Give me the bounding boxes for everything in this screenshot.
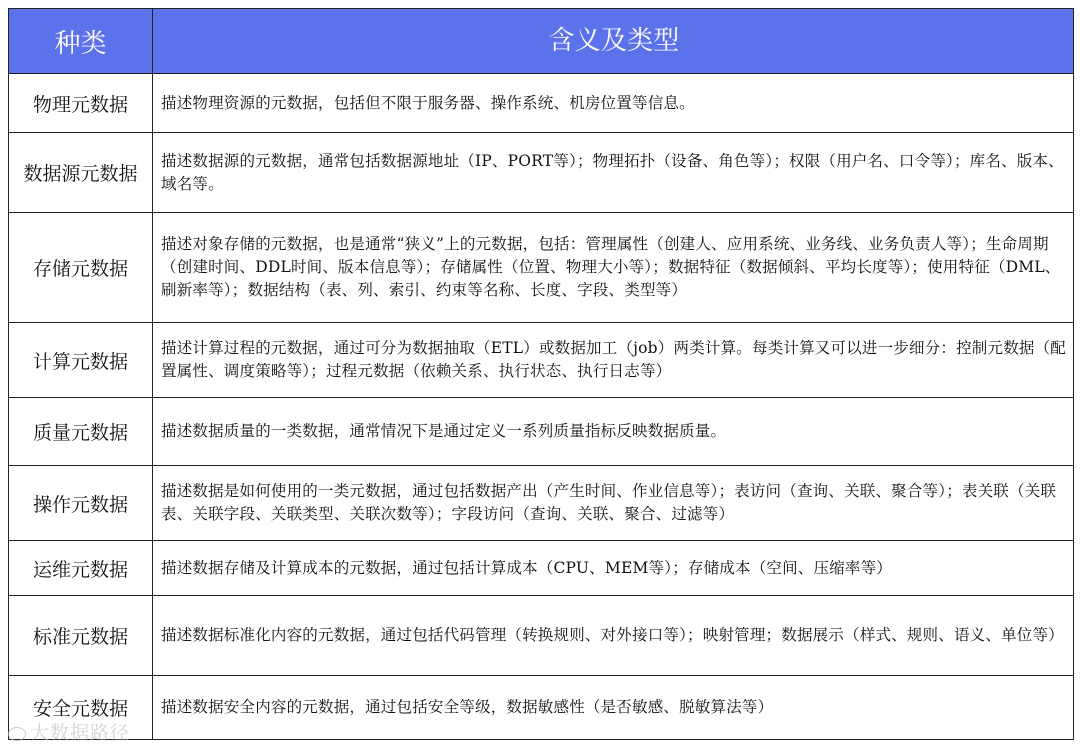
table-row [9, 73, 1073, 132]
row-kind: 物理元数据 [9, 74, 153, 132]
table-row [9, 540, 1073, 595]
header-desc: 含义及类型 [548, 25, 680, 56]
row-desc: 描述数据存储及计算成本的元数据，通过包括计算成本（CPU、MEM等）；存储成本（空间、压缩率等） [161, 558, 892, 577]
table-row [9, 595, 1073, 675]
row-kind: 数据源元数据 [9, 133, 153, 212]
row-desc: 描述数据源的元数据，通常包括数据源地址（IP、PORT等）；物理拓扑（设备、角色等）；权限（用户名、口令等）；库名、版本、域名等。 [161, 151, 1064, 193]
table-row [9, 675, 1073, 739]
row-desc: 描述计算过程的元数据，通过可分为数据抽取（ETL）或数据加工（job）两类计算。每类计算又可以进一步细分：控制元数据（配置属性、调度策略等）；过程元数据（依赖关系、执行状态、执行日志等） [161, 339, 1067, 380]
row-kind: 标准元数据 [9, 596, 153, 675]
watermark [8, 718, 130, 745]
metadata-types-table [8, 8, 1074, 740]
row-kind: 质量元数据 [9, 398, 153, 465]
watermark-text: 大数据路径 [30, 722, 131, 744]
row-kind: 运维元数据 [9, 541, 153, 595]
table-row [9, 212, 1073, 322]
row-desc: 描述数据是如何使用的一类元数据，通过包括数据产出（产生时间、作业信息等）；表访问（查询、关联、聚合等）；表关联（关联表、关联字段、关联类型、关联次数等）；字段访问（查询、关联、聚合、过滤等） [161, 482, 1057, 523]
table-header-row [9, 9, 1073, 73]
table-row [9, 132, 1073, 212]
table-row [9, 322, 1073, 397]
row-kind: 存储元数据 [9, 213, 153, 322]
row-desc: 描述物理资源的元数据，包括但不限于服务器、操作系统、机房位置等信息。 [161, 93, 695, 112]
header-kind: 种类 [9, 9, 153, 73]
row-kind: 操作元数据 [9, 466, 153, 540]
table-row [9, 397, 1073, 465]
row-kind: 安全元数据 [9, 676, 153, 739]
table-row [9, 465, 1073, 540]
row-desc: 描述数据安全内容的元数据，通过包括安全等级，数据敏感性（是否敏感、脱敏算法等） [161, 698, 774, 716]
row-desc: 描述数据标准化内容的元数据，通过包括代码管理（转换规则、对外接口等）；映射管理；数据展示（样式、规则、语义、单位等） [161, 626, 1064, 644]
watermark-logo-icon [8, 727, 26, 741]
row-desc: 描述数据质量的一类数据，通常情况下是通过定义一系列质量指标反映数据质量。 [161, 422, 727, 440]
row-kind: 计算元数据 [9, 323, 153, 397]
row-desc: 描述对象存储的元数据，也是通常“狭义”上的元数据，包括：管理属性（创建人、应用系统、业务线、业务负责人等）；生命周期（创建时间、DDL时间、版本信息等）；存储属性（位置、物理大小等）；数据特征（数据倾斜、平均长度等）；使用特征（DML、刷新率等）；数据结构（表、列、索引、约束等名称、长度、字段、类型等） [161, 235, 1061, 299]
